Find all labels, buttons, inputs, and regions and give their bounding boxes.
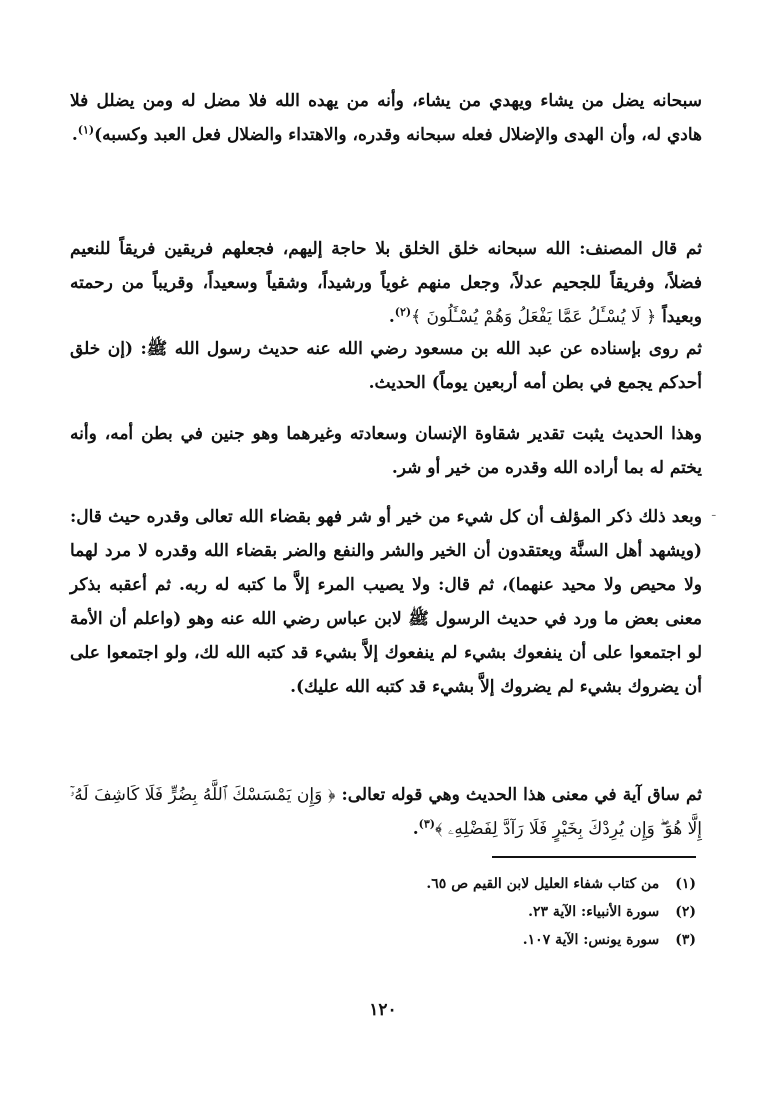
paragraph-2 [70, 232, 702, 334]
footnote-number: (٣) [675, 932, 696, 948]
quran-verse-1: ﴿ لَا يُسْـَٔلُ عَمَّا يَفْعَلُ وَهُمْ يُسْـَٔلُونَ ﴾ [411, 307, 657, 327]
footnote-ref-2: (٢) [394, 305, 412, 319]
paragraph-3-text: ثم روى بإسناده عن عبد الله بن مسعود رضي الله عنه حديث رسول الله ﷺ: (إن خلق أحدكم يجمع في بطن أمه أربعين يوماً) الحديث. [70, 339, 702, 393]
footnote-text: سورة الأنبياء: الآية ٢٣. [528, 904, 660, 920]
paragraph-2-tail: . [388, 307, 395, 327]
paragraph-3 [70, 332, 702, 400]
paragraph-1-tail: . [71, 125, 78, 145]
paragraph-6-tail: . [412, 819, 419, 839]
footnote-ref-1: (١) [77, 123, 95, 137]
paragraph-6 [70, 778, 702, 846]
footnotes [296, 870, 696, 954]
paragraph-4-text: وهذا الحديث يثبت تقدير شقاوة الإنسان وسعادته وغيرهما وهو جنين في بطن أمه، وأنه يختم له بما أراده الله وقدره من خير أو شر. [70, 424, 702, 478]
paragraph-1-text: سبحانه يضل من يشاء ويهدي من يشاء، وأنه من يهده الله فلا مضل له ومن يضلل فلا هادي له، وأن الهدى والإضلال فعله سبحانه وقدره، والاهتداء والضلال فعل العبد وكسبه) [70, 91, 702, 145]
footnote-3 [296, 926, 696, 954]
footnote-text: من كتاب شفاء العليل لابن القيم ص ٦٥. [426, 876, 660, 892]
paragraph-4 [70, 417, 702, 485]
footnote-ref-3: (٣) [418, 817, 435, 831]
paragraph-2-text: ثم قال المصنف: الله سبحانه خلق الخلق بلا حاجة إليهم، فجعلهم فريقين فريقاً للنعيم فضلاً، وفريقاً للجحيم عدلاً، وجعل منهم غوياً ورشيداً، وشقياً وسعيداً، وقريباً من رحمته وبعيداً [70, 239, 702, 327]
paragraph-5-text: وبعد ذلك ذكر المؤلف أن كل شيء من خير أو شر فهو بقضاء الله تعالى وقدره حيث قال: (ويشهد أهل السنَّة ويعتقدون أن الخير والشر والنفع والضر بقضاء الله وقدره لا مرد لهما ولا محيص ولا محيد عنهما)، ثم قال: ولا يصيب المرء إلاَّ ما كتبه له ربه. ثم أعقبه بذكر معنى بعض ما ورد في حديث الرسول ﷺ لابن عباس رضي الله عنه وهو (واعلم أن الأمة لو اجتمعوا على أن ينفعوك بشيء لم ينفعوك إلاَّ بشيء قد كتبه الله لك، ولو اجتمعوا على أن يضروك بشيء لم يضروك إلاَّ بشيء قد كتبه الله عليك). [70, 507, 702, 697]
footnote-2 [296, 898, 696, 926]
paragraph-6-text: ثم ساق آية في معنى هذا الحديث وهي قوله تعالى: [341, 785, 703, 805]
page-number: ١٢٠ [369, 1000, 397, 1020]
quran-verse-2: ﴿ وَإِن يَمْسَسْكَ ٱللَّهُ بِضُرٍّ فَلَا كَاشِفَ لَهُۥٓ إِلَّا هُوَ ۖ وَإِن يُرِدْكَ بِخَيْرٍ فَلَا رَآدَّ لِفَضْلِهِۦ ﴾ [70, 785, 702, 839]
footnote-number: (٢) [675, 904, 696, 920]
footnote-1 [296, 870, 696, 898]
footnote-text: سورة يونس: الآية ١٠٧. [522, 932, 660, 948]
margin-mark: ـ [712, 505, 716, 519]
paragraph-1 [70, 84, 702, 152]
footnote-divider [492, 856, 696, 858]
paragraph-5 [70, 500, 702, 704]
footnote-number: (١) [675, 876, 696, 892]
